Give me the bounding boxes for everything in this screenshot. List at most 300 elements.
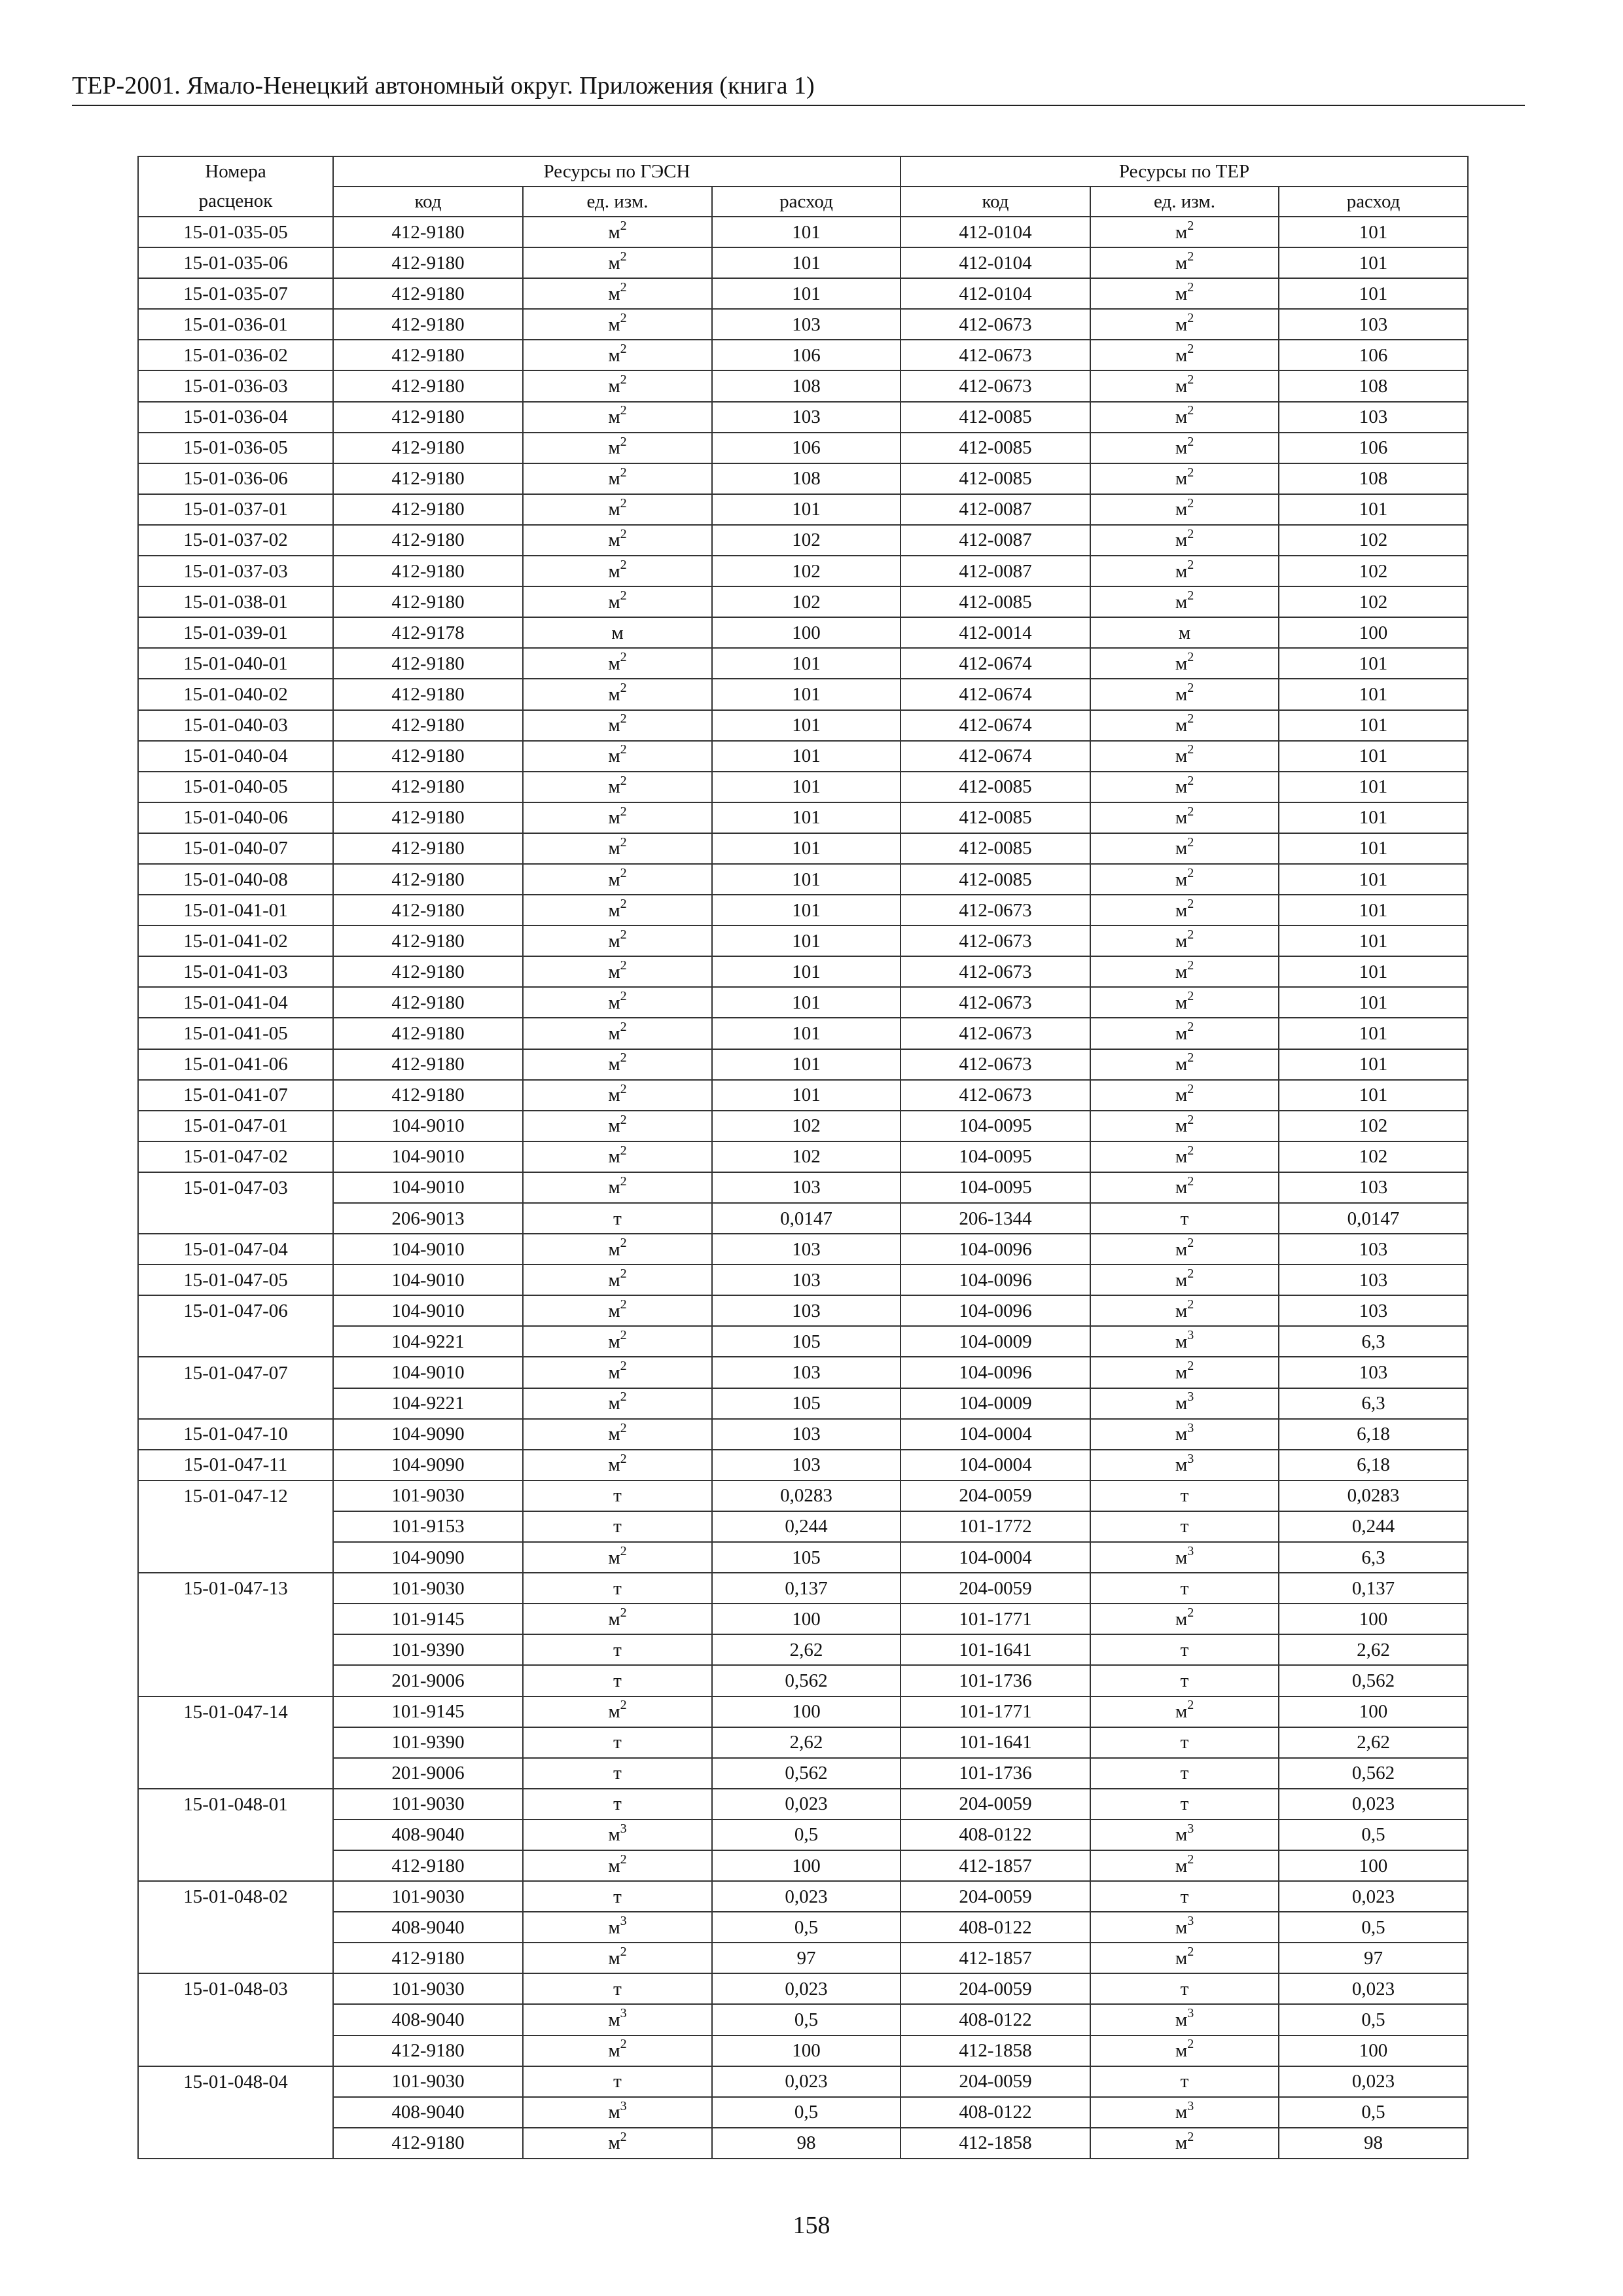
- gesn-unit-cell: $м^2$: [523, 247, 712, 278]
- gesn-code-cell: 412-9180: [333, 2128, 523, 2159]
- rate-cell: 15-01-047-01: [138, 1111, 333, 1141]
- ter-consumption-cell: 101: [1279, 741, 1468, 772]
- table-row: [138, 956, 1468, 987]
- gesn-consumption-cell: 101: [712, 895, 901, 925]
- ter-consumption-cell: 101: [1279, 895, 1468, 925]
- gesn-consumption-cell: 0,023: [712, 1881, 901, 1912]
- gesn-consumption-cell: 100: [712, 1850, 901, 1881]
- rate-cell: 15-01-036-06: [138, 463, 333, 494]
- gesn-consumption-cell: 98: [712, 2128, 901, 2159]
- ter-unit-cell: $м^2$: [1090, 525, 1279, 556]
- gesn-code-cell: 412-9180: [333, 217, 523, 247]
- gesn-unit-cell: $м^2$: [523, 1265, 712, 1295]
- gesn-consumption-cell: 101: [712, 1049, 901, 1080]
- table-row: [138, 802, 1468, 833]
- rate-cell: 15-01-035-07: [138, 278, 333, 309]
- gesn-code-cell: 412-9180: [333, 864, 523, 895]
- rate-cell: 15-01-037-03: [138, 556, 333, 586]
- table-row: [138, 1758, 1468, 1789]
- gesn-consumption-cell: 101: [712, 494, 901, 525]
- ter-code-cell: 104-0009: [901, 1326, 1090, 1357]
- gesn-code-cell: 412-9180: [333, 710, 523, 741]
- rate-cell: 15-01-041-04: [138, 987, 333, 1018]
- ter-consumption-cell: 101: [1279, 925, 1468, 956]
- table-row: [138, 1850, 1468, 1881]
- ter-unit-cell: $м^2$: [1090, 556, 1279, 586]
- table-row: [138, 925, 1468, 956]
- rate-cell: 15-01-039-01: [138, 617, 333, 648]
- ter-consumption-cell: 0,244: [1279, 1511, 1468, 1542]
- rate-cell: [138, 1388, 333, 1419]
- table-row: [138, 1634, 1468, 1665]
- ter-code-cell: 412-0673: [901, 1080, 1090, 1111]
- gesn-code-cell: 104-9090: [333, 1542, 523, 1573]
- ter-code-cell: 412-0104: [901, 217, 1090, 247]
- gesn-code-cell: 412-9180: [333, 741, 523, 772]
- gesn-unit-cell: $м^2$: [523, 1111, 712, 1141]
- gesn-unit-cell: $м^2$: [523, 556, 712, 586]
- ter-code-cell: 104-0095: [901, 1111, 1090, 1141]
- ter-consumption-cell: 2,62: [1279, 1727, 1468, 1758]
- table-row: [138, 1573, 1468, 1604]
- ter-unit-cell: $м^2$: [1090, 340, 1279, 370]
- ter-consumption-cell: 100: [1279, 1850, 1468, 1881]
- table-row: [138, 772, 1468, 802]
- gesn-unit-cell: $м^2$: [523, 586, 712, 617]
- gesn-consumption-cell: 101: [712, 247, 901, 278]
- gesn-code-cell: 104-9010: [333, 1357, 523, 1388]
- gesn-code-cell: 412-9180: [333, 956, 523, 987]
- rate-cell: 15-01-047-06: [138, 1295, 333, 1326]
- ter-code-cell: 204-0059: [901, 1789, 1090, 1820]
- gesn-consumption-cell: 2,62: [712, 1727, 901, 1758]
- gesn-consumption-cell: 103: [712, 1357, 901, 1388]
- gesn-consumption-cell: 102: [712, 586, 901, 617]
- gesn-unit-cell: $м^2$: [523, 1080, 712, 1111]
- rate-cell: 15-01-040-08: [138, 864, 333, 895]
- gesn-unit-cell: $м^2$: [523, 1141, 712, 1172]
- gesn-consumption-cell: 101: [712, 987, 901, 1018]
- table-row: [138, 217, 1468, 247]
- ter-consumption-cell: 102: [1279, 1141, 1468, 1172]
- gesn-code-cell: 412-9180: [333, 370, 523, 401]
- ter-unit-cell: $м^2$: [1090, 956, 1279, 987]
- rate-cell: 15-01-038-01: [138, 586, 333, 617]
- gesn-unit-cell: $м^2$: [523, 925, 712, 956]
- gesn-consumption-cell: 0,244: [712, 1511, 901, 1542]
- gesn-code-cell: 201-9006: [333, 1665, 523, 1696]
- table-row: [138, 1542, 1468, 1573]
- ter-code-cell: 206-1344: [901, 1203, 1090, 1234]
- ter-consumption-cell: 101: [1279, 1049, 1468, 1080]
- gesn-code-cell: 412-9180: [333, 1943, 523, 1973]
- table-body: [138, 217, 1468, 2159]
- rate-cell: [138, 1665, 333, 1696]
- gesn-code-cell: 101-9145: [333, 1604, 523, 1634]
- ter-code-cell: 408-0122: [901, 1912, 1090, 1943]
- gesn-code-cell: 412-9180: [333, 679, 523, 709]
- ter-unit-cell: $м^2$: [1090, 1018, 1279, 1049]
- gesn-consumption-cell: 97: [712, 1943, 901, 1973]
- gesn-unit-cell: $м^2$: [523, 370, 712, 401]
- ter-unit-cell: $м^2$: [1090, 2036, 1279, 2066]
- ter-unit-cell: т: [1090, 1789, 1279, 1820]
- ter-code-cell: 412-0674: [901, 648, 1090, 679]
- table-row: [138, 525, 1468, 556]
- table-row: [138, 1141, 1468, 1172]
- gesn-unit-cell: $м^2$: [523, 895, 712, 925]
- ter-unit-cell: $м^2$: [1090, 1172, 1279, 1203]
- gesn-code-cell: 412-9180: [333, 1850, 523, 1881]
- gesn-consumption-cell: 101: [712, 741, 901, 772]
- table-row: [138, 1727, 1468, 1758]
- gesn-unit-cell: $м^2$: [523, 463, 712, 494]
- ter-consumption-cell: 101: [1279, 648, 1468, 679]
- ter-code-cell: 412-0085: [901, 833, 1090, 864]
- ter-consumption-cell: 101: [1279, 494, 1468, 525]
- rate-cell: [138, 1203, 333, 1234]
- gesn-consumption-cell: 2,62: [712, 1634, 901, 1665]
- ter-consumption-cell: 6,18: [1279, 1419, 1468, 1450]
- table-row: [138, 710, 1468, 741]
- gesn-unit-cell: т: [523, 1480, 712, 1511]
- ter-consumption-cell: 2,62: [1279, 1634, 1468, 1665]
- ter-unit-cell: $м^3$: [1090, 2097, 1279, 2128]
- gesn-code-cell: 101-9030: [333, 1973, 523, 2004]
- table-row: [138, 1789, 1468, 1820]
- ter-code-cell: 412-1857: [901, 1943, 1090, 1973]
- gesn-unit-cell: $м^2$: [523, 987, 712, 1018]
- gesn-consumption-cell: 103: [712, 402, 901, 433]
- gesn-code-cell: 104-9010: [333, 1295, 523, 1326]
- table-row: [138, 402, 1468, 433]
- ter-unit-cell: $м^2$: [1090, 679, 1279, 709]
- ter-unit-cell: $м^3$: [1090, 1912, 1279, 1943]
- table-row: [138, 463, 1468, 494]
- gesn-code-cell: 412-9180: [333, 278, 523, 309]
- rate-cell: 15-01-041-03: [138, 956, 333, 987]
- gesn-unit-cell: $м^2$: [523, 217, 712, 247]
- rate-cell: 15-01-047-07: [138, 1357, 333, 1388]
- ter-unit-cell: т: [1090, 1727, 1279, 1758]
- gesn-code-cell: 412-9180: [333, 833, 523, 864]
- ter-consumption-cell: 101: [1279, 710, 1468, 741]
- ter-code-cell: 104-0096: [901, 1295, 1090, 1326]
- gesn-unit-cell: т: [523, 1511, 712, 1542]
- header-gesn-code: код: [333, 187, 523, 217]
- table-row: [138, 309, 1468, 340]
- table-row: [138, 1511, 1468, 1542]
- ter-unit-cell: $м^2$: [1090, 802, 1279, 833]
- gesn-code-cell: 412-9180: [333, 895, 523, 925]
- ter-consumption-cell: 100: [1279, 2036, 1468, 2066]
- rate-cell: 15-01-040-05: [138, 772, 333, 802]
- gesn-unit-cell: $м^3$: [523, 2097, 712, 2128]
- ter-unit-cell: $м^2$: [1090, 494, 1279, 525]
- table-row: [138, 1203, 1468, 1234]
- gesn-consumption-cell: 106: [712, 340, 901, 370]
- table-row: [138, 833, 1468, 864]
- gesn-unit-cell: $м^2$: [523, 741, 712, 772]
- table-row: [138, 2004, 1468, 2035]
- ter-consumption-cell: 103: [1279, 309, 1468, 340]
- ter-code-cell: 408-0122: [901, 1820, 1090, 1850]
- gesn-consumption-cell: 0,023: [712, 1973, 901, 2004]
- gesn-code-cell: 101-9390: [333, 1634, 523, 1665]
- ter-consumption-cell: 102: [1279, 556, 1468, 586]
- gesn-unit-cell: $м^2$: [523, 710, 712, 741]
- gesn-consumption-cell: 103: [712, 1419, 901, 1450]
- ter-code-cell: 104-0009: [901, 1388, 1090, 1419]
- header-ter-code: код: [901, 187, 1090, 217]
- gesn-unit-cell: $м^2$: [523, 2036, 712, 2066]
- rate-cell: 15-01-036-05: [138, 433, 333, 463]
- ter-unit-cell: $м^2$: [1090, 586, 1279, 617]
- rate-cell: 15-01-041-02: [138, 925, 333, 956]
- ter-unit-cell: т: [1090, 1973, 1279, 2004]
- gesn-consumption-cell: 103: [712, 1265, 901, 1295]
- ter-unit-cell: $м^2$: [1090, 864, 1279, 895]
- ter-consumption-cell: 101: [1279, 802, 1468, 833]
- ter-unit-cell: т: [1090, 1480, 1279, 1511]
- table-row: [138, 370, 1468, 401]
- ter-consumption-cell: 101: [1279, 987, 1468, 1018]
- table-row: [138, 895, 1468, 925]
- table-row: [138, 1604, 1468, 1634]
- table-row: [138, 617, 1468, 648]
- ter-consumption-cell: 103: [1279, 1265, 1468, 1295]
- rate-cell: [138, 1634, 333, 1665]
- gesn-unit-cell: т: [523, 1789, 712, 1820]
- gesn-consumption-cell: 0,0147: [712, 1203, 901, 1234]
- header-ter-consumption: расход: [1279, 187, 1468, 217]
- table-row: [138, 586, 1468, 617]
- rate-cell: [138, 1326, 333, 1357]
- gesn-unit-cell: $м^2$: [523, 1696, 712, 1727]
- gesn-unit-cell: $м^2$: [523, 1450, 712, 1480]
- gesn-consumption-cell: 101: [712, 864, 901, 895]
- gesn-unit-cell: $м^2$: [523, 1234, 712, 1265]
- gesn-code-cell: 408-9040: [333, 2097, 523, 2128]
- gesn-consumption-cell: 101: [712, 648, 901, 679]
- ter-code-cell: 101-1771: [901, 1696, 1090, 1727]
- gesn-consumption-cell: 101: [712, 1080, 901, 1111]
- gesn-consumption-cell: 0,562: [712, 1758, 901, 1789]
- ter-code-cell: 412-0087: [901, 494, 1090, 525]
- ter-consumption-cell: 103: [1279, 402, 1468, 433]
- gesn-code-cell: 412-9180: [333, 1080, 523, 1111]
- rate-cell: 15-01-040-03: [138, 710, 333, 741]
- ter-unit-cell: $м^2$: [1090, 833, 1279, 864]
- gesn-code-cell: 101-9030: [333, 2066, 523, 2097]
- ter-code-cell: 412-0673: [901, 895, 1090, 925]
- gesn-unit-cell: $м^2$: [523, 309, 712, 340]
- table-row: [138, 864, 1468, 895]
- ter-code-cell: 204-0059: [901, 1881, 1090, 1912]
- gesn-code-cell: 412-9180: [333, 925, 523, 956]
- ter-consumption-cell: 101: [1279, 833, 1468, 864]
- rate-cell: 15-01-036-01: [138, 309, 333, 340]
- ter-consumption-cell: 0,023: [1279, 1789, 1468, 1820]
- gesn-consumption-cell: 100: [712, 1604, 901, 1634]
- rate-cell: 15-01-035-06: [138, 247, 333, 278]
- ter-code-cell: 412-0014: [901, 617, 1090, 648]
- table-row: [138, 494, 1468, 525]
- ter-code-cell: 412-0674: [901, 679, 1090, 709]
- gesn-code-cell: 412-9180: [333, 648, 523, 679]
- ter-unit-cell: $м^3$: [1090, 2004, 1279, 2035]
- ter-consumption-cell: 0,023: [1279, 2066, 1468, 2097]
- gesn-unit-cell: $м^2$: [523, 648, 712, 679]
- gesn-unit-cell: $м^2$: [523, 772, 712, 802]
- rate-cell: [138, 1511, 333, 1542]
- gesn-unit-cell: $м^2$: [523, 1172, 712, 1203]
- ter-code-cell: 101-1771: [901, 1604, 1090, 1634]
- ter-unit-cell: т: [1090, 1881, 1279, 1912]
- rate-cell: 15-01-048-03: [138, 1973, 333, 2004]
- resource-table: [137, 156, 1469, 2159]
- ter-code-cell: 412-0673: [901, 987, 1090, 1018]
- rate-cell: 15-01-048-01: [138, 1789, 333, 1820]
- gesn-unit-cell: $м^2$: [523, 494, 712, 525]
- rate-cell: 15-01-035-05: [138, 217, 333, 247]
- gesn-code-cell: 408-9040: [333, 2004, 523, 2035]
- gesn-code-cell: 412-9180: [333, 987, 523, 1018]
- rate-cell: 15-01-041-06: [138, 1049, 333, 1080]
- ter-code-cell: 104-0096: [901, 1265, 1090, 1295]
- ter-consumption-cell: 0,137: [1279, 1573, 1468, 1604]
- ter-unit-cell: $м^2$: [1090, 895, 1279, 925]
- table-row: [138, 1234, 1468, 1265]
- ter-consumption-cell: 106: [1279, 433, 1468, 463]
- gesn-unit-cell: $м^2$: [523, 1542, 712, 1573]
- table-row: [138, 247, 1468, 278]
- rate-cell: 15-01-040-01: [138, 648, 333, 679]
- ter-unit-cell: $м^2$: [1090, 402, 1279, 433]
- gesn-code-cell: 104-9010: [333, 1111, 523, 1141]
- gesn-unit-cell: $м^2$: [523, 1049, 712, 1080]
- document-header: ТЕР-2001. Ямало-Ненецкий автономный округ. Приложения (книга 1): [72, 71, 1525, 106]
- table-row: [138, 1172, 1468, 1203]
- gesn-code-cell: 412-9180: [333, 772, 523, 802]
- gesn-code-cell: 104-9090: [333, 1419, 523, 1450]
- header-gesn-resources: Ресурсы по ГЭСН: [333, 156, 901, 187]
- gesn-unit-cell: $м^2$: [523, 1018, 712, 1049]
- ter-consumption-cell: 100: [1279, 1604, 1468, 1634]
- table-row: [138, 1018, 1468, 1049]
- ter-consumption-cell: 102: [1279, 1111, 1468, 1141]
- ter-unit-cell: т: [1090, 2066, 1279, 2097]
- gesn-consumption-cell: 103: [712, 1234, 901, 1265]
- gesn-code-cell: 104-9221: [333, 1388, 523, 1419]
- ter-consumption-cell: 0,0283: [1279, 1480, 1468, 1511]
- ter-consumption-cell: 101: [1279, 1080, 1468, 1111]
- ter-consumption-cell: 0,5: [1279, 2004, 1468, 2035]
- gesn-consumption-cell: 106: [712, 433, 901, 463]
- gesn-code-cell: 408-9040: [333, 1820, 523, 1850]
- table-row: [138, 1480, 1468, 1511]
- rate-cell: 15-01-040-07: [138, 833, 333, 864]
- gesn-unit-cell: м: [523, 617, 712, 648]
- ter-unit-cell: т: [1090, 1511, 1279, 1542]
- rate-cell: 15-01-047-13: [138, 1573, 333, 1604]
- gesn-code-cell: 101-9030: [333, 1881, 523, 1912]
- ter-unit-cell: $м^3$: [1090, 1820, 1279, 1850]
- gesn-code-cell: 412-9180: [333, 340, 523, 370]
- ter-code-cell: 412-0085: [901, 433, 1090, 463]
- ter-consumption-cell: 0,5: [1279, 2097, 1468, 2128]
- gesn-consumption-cell: 101: [712, 278, 901, 309]
- ter-unit-cell: $м^2$: [1090, 217, 1279, 247]
- gesn-consumption-cell: 0,5: [712, 1912, 901, 1943]
- ter-consumption-cell: 0,023: [1279, 1881, 1468, 1912]
- ter-unit-cell: $м^2$: [1090, 987, 1279, 1018]
- ter-unit-cell: $м^2$: [1090, 309, 1279, 340]
- ter-code-cell: 204-0059: [901, 2066, 1090, 2097]
- ter-code-cell: 204-0059: [901, 1480, 1090, 1511]
- gesn-unit-cell: т: [523, 1203, 712, 1234]
- gesn-unit-cell: $м^3$: [523, 2004, 712, 2035]
- ter-consumption-cell: 101: [1279, 864, 1468, 895]
- ter-consumption-cell: 6,3: [1279, 1542, 1468, 1573]
- gesn-unit-cell: $м^2$: [523, 802, 712, 833]
- gesn-unit-cell: т: [523, 1665, 712, 1696]
- ter-unit-cell: $м^3$: [1090, 1388, 1279, 1419]
- table-row: [138, 1665, 1468, 1696]
- rate-cell: [138, 2097, 333, 2128]
- gesn-code-cell: 101-9030: [333, 1480, 523, 1511]
- ter-code-cell: 412-0087: [901, 525, 1090, 556]
- ter-code-cell: 412-1858: [901, 2036, 1090, 2066]
- rate-cell: [138, 1820, 333, 1850]
- gesn-unit-cell: $м^2$: [523, 1295, 712, 1326]
- ter-code-cell: 412-0673: [901, 1049, 1090, 1080]
- gesn-code-cell: 101-9145: [333, 1696, 523, 1727]
- ter-unit-cell: $м^2$: [1090, 925, 1279, 956]
- rate-cell: 15-01-047-03: [138, 1172, 333, 1203]
- ter-consumption-cell: 101: [1279, 956, 1468, 987]
- gesn-consumption-cell: 0,5: [712, 2004, 901, 2035]
- rate-cell: 15-01-037-01: [138, 494, 333, 525]
- gesn-code-cell: 412-9180: [333, 247, 523, 278]
- ter-code-cell: 412-0085: [901, 402, 1090, 433]
- ter-code-cell: 104-0095: [901, 1141, 1090, 1172]
- gesn-unit-cell: $м^2$: [523, 525, 712, 556]
- ter-code-cell: 412-0104: [901, 278, 1090, 309]
- gesn-unit-cell: $м^2$: [523, 833, 712, 864]
- rate-cell: 15-01-047-11: [138, 1450, 333, 1480]
- table-row: [138, 2128, 1468, 2159]
- ter-consumption-cell: 101: [1279, 217, 1468, 247]
- rate-cell: [138, 1727, 333, 1758]
- gesn-consumption-cell: 0,562: [712, 1665, 901, 1696]
- ter-consumption-cell: 0,0147: [1279, 1203, 1468, 1234]
- ter-unit-cell: $м^2$: [1090, 1696, 1279, 1727]
- ter-unit-cell: $м^2$: [1090, 648, 1279, 679]
- gesn-consumption-cell: 102: [712, 1141, 901, 1172]
- gesn-code-cell: 412-9180: [333, 309, 523, 340]
- ter-unit-cell: т: [1090, 1634, 1279, 1665]
- rate-cell: 15-01-041-07: [138, 1080, 333, 1111]
- header-gesn-consumption: расход: [712, 187, 901, 217]
- gesn-unit-cell: $м^3$: [523, 1820, 712, 1850]
- gesn-unit-cell: $м^2$: [523, 278, 712, 309]
- ter-code-cell: 412-0085: [901, 864, 1090, 895]
- header-ter-unit: ед. изм.: [1090, 187, 1279, 217]
- gesn-unit-cell: т: [523, 2066, 712, 2097]
- gesn-code-cell: 206-9013: [333, 1203, 523, 1234]
- table-row: [138, 1080, 1468, 1111]
